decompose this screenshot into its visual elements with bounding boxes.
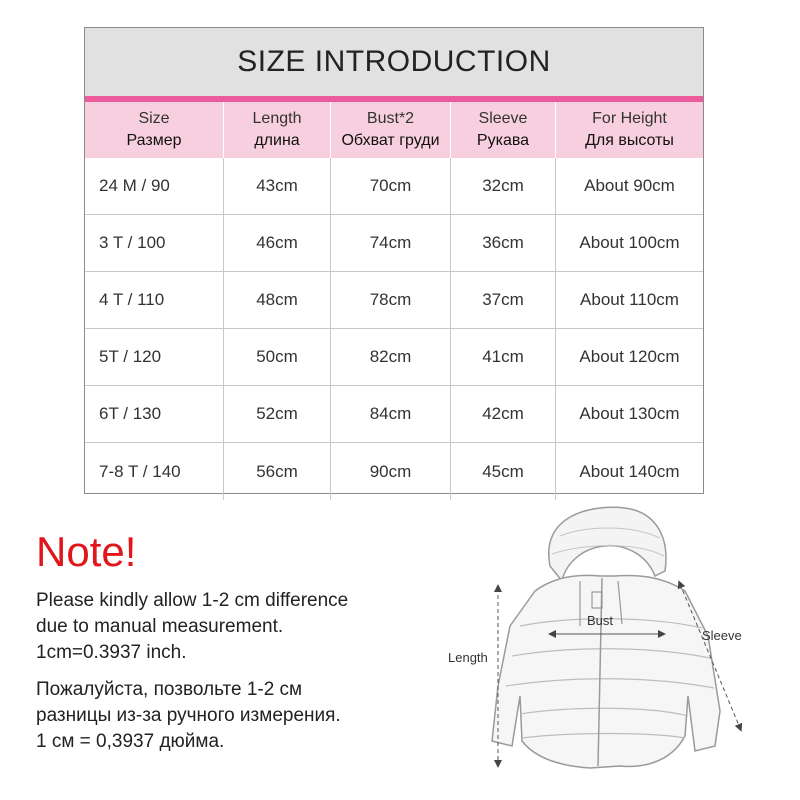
table-row — [85, 329, 703, 386]
header-length-ru: длина — [254, 132, 300, 149]
jacket-diagram — [440, 496, 770, 796]
header-length-en: Length — [252, 110, 302, 127]
cell-length: 48cm — [223, 272, 330, 329]
cell-size: 7-8 T / 140 — [99, 461, 181, 481]
cell-size: 3 T / 100 — [85, 215, 223, 272]
cell-height: About 120cm — [555, 329, 703, 386]
header-height-ru: Для высоты — [585, 132, 674, 149]
cell-size: 24 M / 90 — [85, 158, 223, 215]
cell-bust: 78cm — [330, 272, 450, 329]
cell-bust: 74cm — [330, 215, 450, 272]
note-title: Note! — [36, 528, 137, 575]
header-size-en: Size — [138, 110, 170, 127]
cell-height: About 130cm — [555, 386, 703, 443]
jacket-hood — [549, 507, 666, 581]
table-row — [85, 158, 703, 215]
cell-height: About 90cm — [555, 158, 703, 215]
cell-height: About 140cm — [555, 443, 703, 500]
table-title: SIZE INTRODUCTION — [85, 28, 703, 96]
cell-bust: 84cm — [330, 386, 450, 443]
header-size-ru: Размер — [126, 132, 182, 149]
cell-sleeve: 42cm — [450, 386, 555, 443]
header-sleeve — [450, 102, 555, 158]
header-length — [223, 102, 330, 158]
cell-length: 50cm — [223, 329, 330, 386]
header-bust — [330, 102, 450, 158]
cell-length: 56cm — [223, 443, 330, 500]
table-body — [85, 158, 703, 500]
cell-bust: 90cm — [330, 443, 450, 500]
jacket-body — [492, 575, 720, 768]
note-ru-line: Пожалуйста, позвольте 1-2 см — [36, 679, 303, 700]
note-russian — [36, 677, 426, 755]
header-size — [85, 102, 223, 158]
note-ru-line: 1 см = 0,3937 дюйма. — [36, 731, 225, 752]
jacket-illustration — [440, 496, 770, 796]
note-ru-line: разницы из-за ручного измерения. — [36, 705, 341, 726]
cell-height: About 110cm — [555, 272, 703, 329]
note-en-line: 1cm=0.3937 inch. — [36, 642, 187, 663]
cell-size: 4 T / 110 — [85, 272, 223, 329]
cell-length: 43cm — [223, 158, 330, 215]
note-en-line: due to manual measurement. — [36, 616, 284, 637]
table-row — [85, 272, 703, 329]
header-bust-en: Bust*2 — [366, 110, 415, 127]
header-sleeve-en: Sleeve — [478, 110, 528, 127]
note-english — [36, 588, 426, 666]
table-row — [85, 386, 703, 443]
cell-size: 6T / 130 — [85, 386, 223, 443]
table-row — [85, 215, 703, 272]
header-sleeve-ru: Рукава — [476, 132, 530, 149]
cell-height: About 100cm — [555, 215, 703, 272]
length-label: Length — [448, 650, 488, 665]
cell-bust: 82cm — [330, 329, 450, 386]
cell-sleeve: 36cm — [450, 215, 555, 272]
cell-length: 52cm — [223, 386, 330, 443]
header-height — [555, 102, 703, 158]
cell-bust: 70cm — [330, 158, 450, 215]
cell-size: 5T / 120 — [85, 329, 223, 386]
cell-sleeve: 37cm — [450, 272, 555, 329]
cell-sleeve: 41cm — [450, 329, 555, 386]
table-header-row — [85, 102, 703, 158]
cell-sleeve: 32cm — [450, 158, 555, 215]
cell-sleeve: 45cm — [450, 443, 555, 500]
size-table — [84, 27, 704, 494]
table-row — [85, 443, 703, 500]
cell-length: 46cm — [223, 215, 330, 272]
header-bust-ru: Обхват груди — [341, 132, 440, 149]
bust-label: Bust — [587, 613, 614, 628]
note-en-line: Please kindly allow 1-2 cm difference — [36, 590, 349, 611]
header-height-en: For Height — [592, 110, 667, 127]
sleeve-label: Sleeve — [702, 628, 742, 643]
